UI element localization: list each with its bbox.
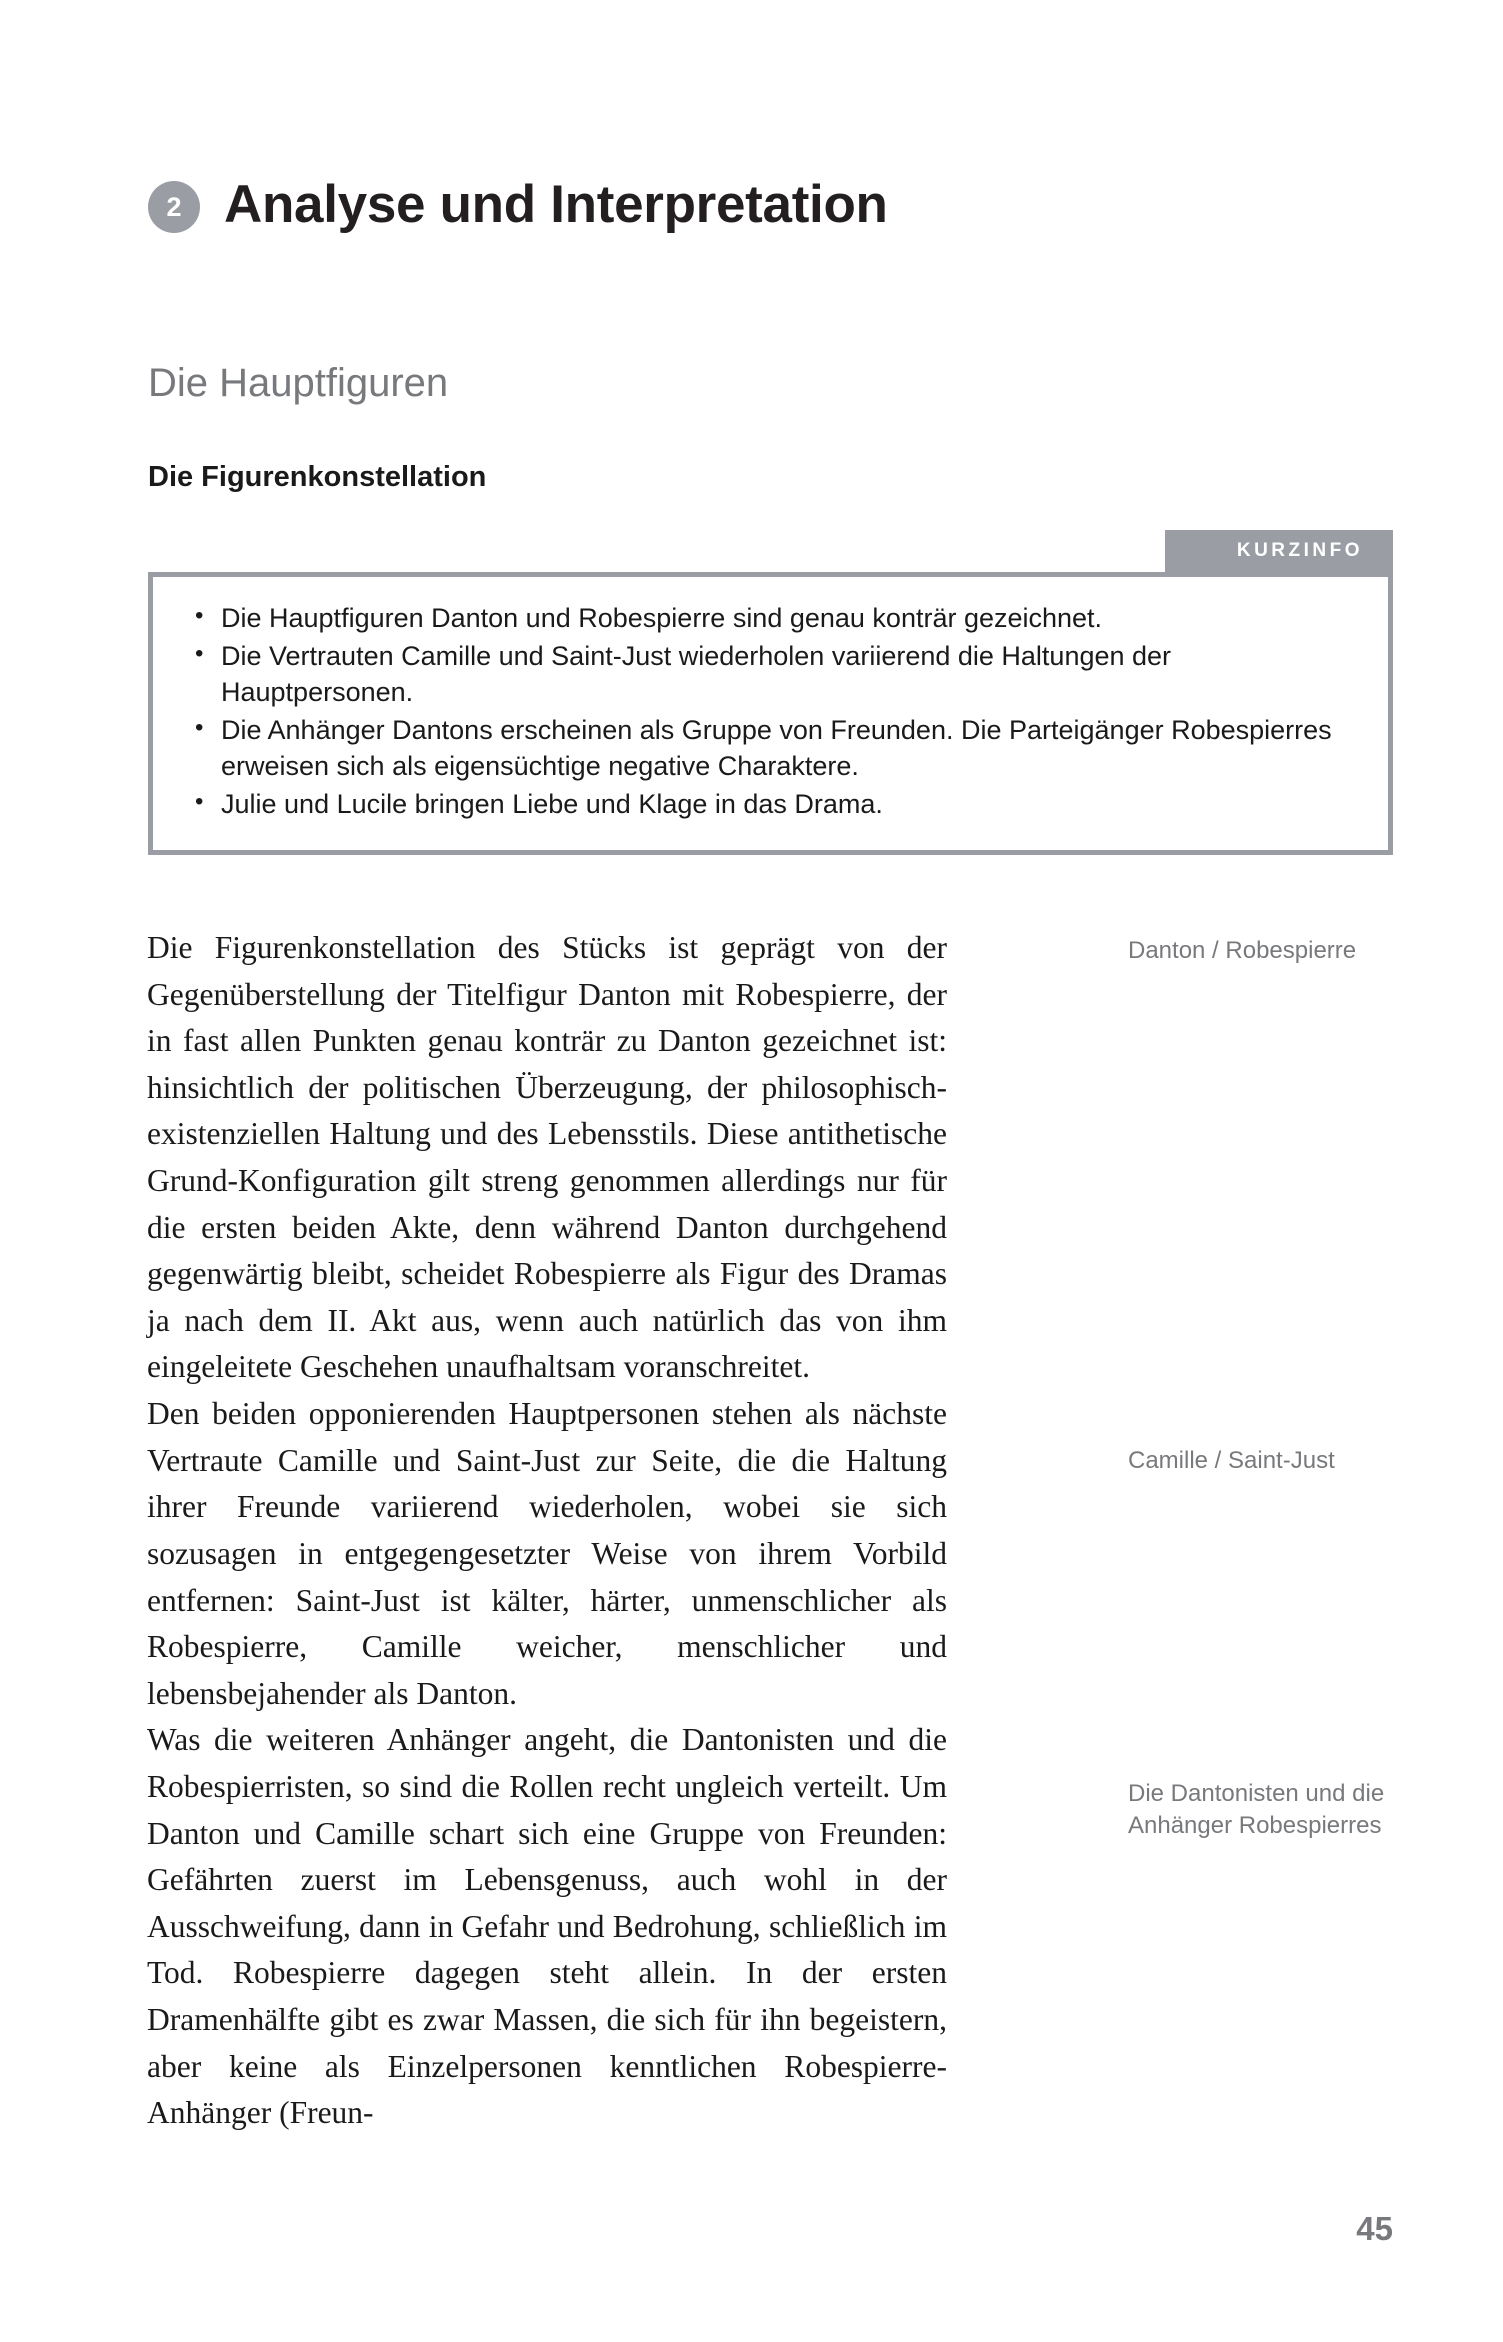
list-item: • Die Hauptfiguren Danton und Robespierre sind genau konträr gezeichnet. — [183, 601, 1358, 637]
kurzinfo-tab-label: KURZINFO — [1165, 530, 1393, 572]
chapter-number-badge: 2 — [148, 181, 200, 233]
subsection-title: Die Figurenkonstellation — [148, 461, 487, 493]
page-number: 45 — [1356, 2210, 1393, 2247]
body-text-column — [147, 925, 947, 2137]
body-paragraph-1: Die Figurenkonstellation des Stücks ist geprägt von der Gegenüberstellung der Titelfigur Danton mit Robespierre, der in fast allen Punkten genau konträr zu Danton gezeichnet ist: hinsichtlich der politischen Überzeugung, der philosophisch-existenziellen Haltung und des Lebensstils. Diese antithetische Grund-Konfiguration gilt streng genommen allerdings nur für die ersten beiden Akte, denn während Danton durchgehend gegenwärtig bleibt, scheidet Robespierre als Figur des Dramas ja nach dem II. Akt aus, wenn auch natürlich das von ihm eingeleitete Geschehen unaufhaltsam voranschreitet. — [147, 930, 947, 1385]
section-title: Die Hauptfiguren — [148, 361, 449, 405]
kurzinfo-bullet-list — [183, 601, 1358, 822]
chapter-heading — [148, 175, 888, 233]
list-item: • Julie und Lucile bringen Liebe und Klage in das Drama. — [183, 787, 1358, 823]
margin-note-dantonisten: Die Dantonisten und die Anhänger Robespierres — [1128, 1780, 1385, 1840]
body-paragraph-2: Den beiden opponierenden Hauptpersonen stehen als nächste Vertraute Camille und Saint-Just zur Seite, die die Haltung ihrer Freunde variierend wiederholen, wobei sie sich sozusagen in entgegengesetzter Weise von ihrem Vorbild entfernen: Saint-Just ist kälter, härter, unmenschlicher als Robespierre, Camille weicher, menschlicher und lebensbejahender als Danton. — [147, 1396, 947, 1711]
page-title: Analyse und Interpretation — [224, 174, 888, 234]
kurzinfo-box — [148, 572, 1393, 855]
margin-note-camille-saintjust: Camille / Saint-Just — [1128, 1447, 1335, 1474]
list-item: • Die Vertrauten Camille und Saint-Just wiederholen variierend die Haltungen der Hauptpersonen. — [183, 639, 1358, 711]
body-paragraph-3: Was die weiteren Anhänger angeht, die Dantonisten und die Robespierristen, so sind die Rollen recht ungleich verteilt. Um Danton und Camille schart sich eine Gruppe von Freunden: Gefährten zuerst im Lebensgenuss, auch wohl in der Ausschweifung, dann in Gefahr und Bedrohung, schließlich im Tod. Robespierre dagegen steht allein. In der ersten Dramenhälfte gibt es zwar Massen, die sich für ihn begeistern, aber keine als Einzelpersonen kenntlichen Robespierre-Anhänger (Freun- — [147, 1722, 947, 2131]
list-item: • Die Anhänger Dantons erscheinen als Gruppe von Freunden. Die Parteigänger Robespierres erweisen sich als eigensüchtige negative Charaktere. — [183, 713, 1358, 785]
margin-note-danton-robespierre: Danton / Robespierre — [1128, 937, 1357, 964]
